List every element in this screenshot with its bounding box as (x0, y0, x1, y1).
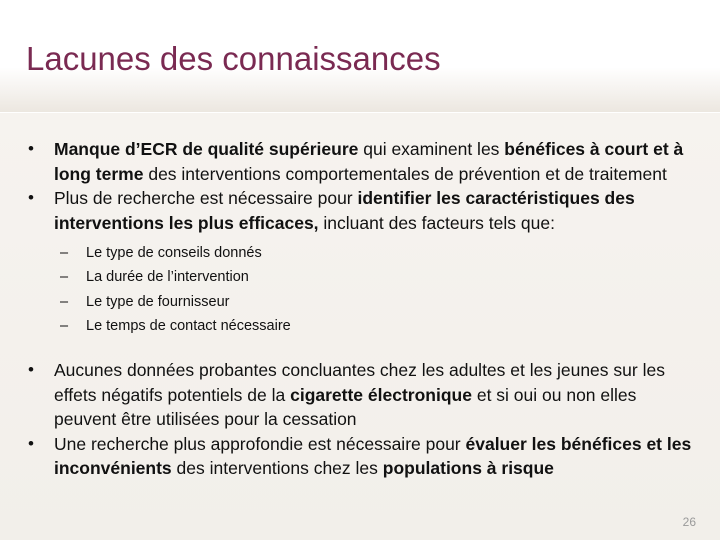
page-number: 26 (682, 515, 696, 529)
bullet-text: des interventions chez les (171, 458, 383, 479)
bullet-text: Aucunes données probantes concluantes chez les adultes et les jeunes sur les effets négatifs potentiels de la (54, 360, 665, 405)
bullet-item (28, 432, 698, 481)
bullet-text: incluant des facteurs tels que: (318, 212, 555, 233)
bullet-text: Une recherche plus approfondie est nécessaire pour (54, 433, 466, 454)
bullet-item (28, 358, 698, 432)
bullet-text-bold: cigarette électronique (290, 384, 472, 405)
slide-content (28, 137, 698, 481)
sub-bullet-item: – Le temps de contact nécessaire (60, 314, 698, 338)
slide-header (0, 0, 720, 112)
bullet-text-bold: bénéfices à court et à long terme (54, 139, 684, 184)
sub-bullet-item: – Le type de fournisseur (60, 290, 698, 314)
bullet-text: qui examinent les (358, 139, 505, 159)
sub-bullet-item: – Le type de conseils donnés (60, 241, 698, 265)
bullet-text-bold: populations à risque (382, 458, 554, 479)
bullet-text-bold: Manque d’ECR de qualité supérieure (54, 139, 359, 159)
bullet-item (28, 186, 698, 338)
bullet-text: Plus de recherche est nécessaire pour (54, 188, 358, 208)
bullet-item (28, 137, 698, 186)
bullet-text-bold: évaluer les bénéfices et les inconvénients (54, 433, 692, 479)
slide-title: Lacunes des connaissances (26, 40, 441, 77)
bullet-text-bold: identifier les caractéristiques des interventions les plus efficaces, (54, 188, 635, 233)
bullet-list (28, 137, 698, 481)
bullet-text: des interventions comportementales de prévention et de traitement (143, 163, 667, 184)
bullet-text: et si oui ou non elles peuvent être utilisées pour la cessation (54, 384, 637, 430)
sub-bullet-item: – La durée de l’intervention (60, 265, 698, 289)
sub-bullet-list (60, 241, 698, 338)
